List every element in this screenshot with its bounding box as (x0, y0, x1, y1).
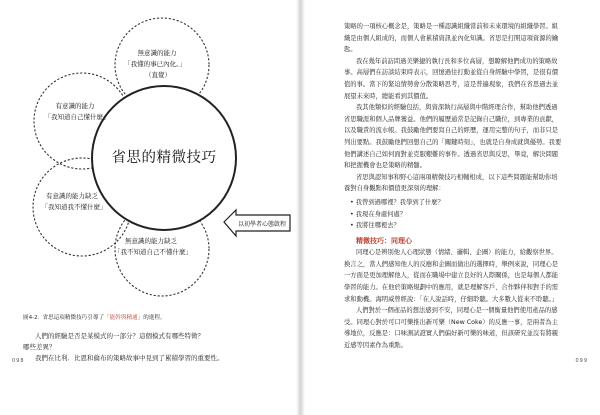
right-paragraph-1: 策略的一項核心概念是，策略是一種認識組織當前和未來環境的組織學習。組織是由個人組成的，而個人會累積資訊並內化知識。省思是打開這項資源的鑰匙。 (344, 23, 559, 54)
arrow-label: 以初學者心態啟程 (237, 221, 287, 228)
right-paragraph-3: 我其他類似的經驗包括，與資深執行高層與中階經理合作，幫助他們透過省思職涯和個人品牌獲益。他們的履歷通常是記錄自己職位，到專業的貢獻，以及職責的流水帳。我鼓勵他們要寫自己的經歷，運用完整的句子，而非只是列出要點。我鼓勵他們回想自己的「關鍵時刻」，也就是自身成就與優勢。我要他們講述自己如何面對並克服艱難的事件。透過省思與反思，畢竟，解決問題和把握機會也是策略的精髓。 (344, 104, 562, 170)
reflection-questions (344, 197, 562, 232)
bottom-heading: 無意識的能力缺乏 (125, 237, 177, 245)
right-body-text (344, 21, 562, 352)
figure-caption (23, 313, 283, 321)
book-gutter (296, 0, 305, 415)
figure-number: 圖4-2. (23, 315, 40, 321)
right-paragraph-2: 我在幾年前訪問過美樂捷的執行長和多位高層，想瞭解他們成功的策略故事。高層們在訪談結束時表示，回憶過往打動並從自身經驗中學習，是很有價值的事。當下的緊迫情勢會分散策略思考，這是普遍現象，我們在省思過去並展望未來時，總能看到其價值。 (344, 57, 559, 100)
left-page (0, 0, 299, 415)
right-paragraph-6: 人們對於一個產品的想法感到不安，同理心是一個衡量他們使用產品的感受。同理心對於可口可樂推出新可樂（New Coke）的反應一事，是兩者為主導地位，反應是：口味測試證實人們偏好新可樂的味道，但該研究並沒有將親近感等因素作為重點。 (344, 307, 559, 350)
top-heading: 無意識的能力 (137, 49, 177, 57)
question-line-2: 哪些差異？ (23, 343, 56, 351)
section-title: 精微技巧：同理心 (356, 236, 412, 245)
question-line-1: 人們的經驗是否是某模式的一部分？這個模式有哪些特徵？ (35, 332, 204, 340)
caption-text-before: 省思這項精微技巧引導了 (42, 315, 105, 321)
reflection-diagram (0, 0, 299, 310)
left-lower-heading: 有意識的能力缺乏 (46, 192, 98, 200)
right-page-number: 099 (575, 358, 588, 364)
top-line2: （直覺） (145, 71, 171, 79)
right-paragraph-4: 省思與認知事和野心這兩項精微技巧相輔相成，以下這些問題能幫助你培養對自身觀點和價值更深刻的理解： (344, 173, 558, 193)
left-upper-heading: 有意識的能力 (55, 102, 95, 110)
caption-emphasis: 「能幹與精通」 (104, 315, 144, 321)
question-item: • 我將往哪裡去？ (350, 222, 400, 230)
left-page-number: 098 (12, 358, 25, 364)
left-upper-line: 「我知道自己懂什麼」 (44, 113, 110, 121)
caption-text-after: 的進程。 (143, 315, 166, 321)
left-body-text (23, 331, 273, 364)
center-label: 省思的精微技巧 (111, 150, 217, 166)
right-paragraph-5: 同理心是辨別他人心理狀態（情緒、邏輯、企圖）的能力，給觀察世界。換言之，當人們感知他人的反應和企圖而做出的選擇時，舉例來說，同理心是一方面是更加理解他人，從而在職場中建立良好的人際關係，也是每個人都能學習的能力。在他於策略規劃中的應用，就是理解客戶、合作夥伴和對手的需求和動機。海明威曾經說：「在人說話時，仔細聆聽。大多數人從來不聆聽。」 (344, 249, 559, 303)
question-item: • 我現在身處何處？ (350, 210, 407, 218)
beginner-arrow (224, 210, 290, 236)
paragraph-line: 我們在比利．比恩和倫布的策略故事中見到了累積學習的重要性。 (35, 354, 224, 362)
question-item: • 我曾到過哪裡？我學到了什麼？ (350, 198, 444, 206)
top-line1: 「我懂的事已內化。」 (124, 60, 186, 68)
left-lower-line: 「我知道我不懂什麼」 (41, 203, 107, 211)
bottom-line: 「我不知道自己不懂什麼」 (114, 248, 192, 256)
